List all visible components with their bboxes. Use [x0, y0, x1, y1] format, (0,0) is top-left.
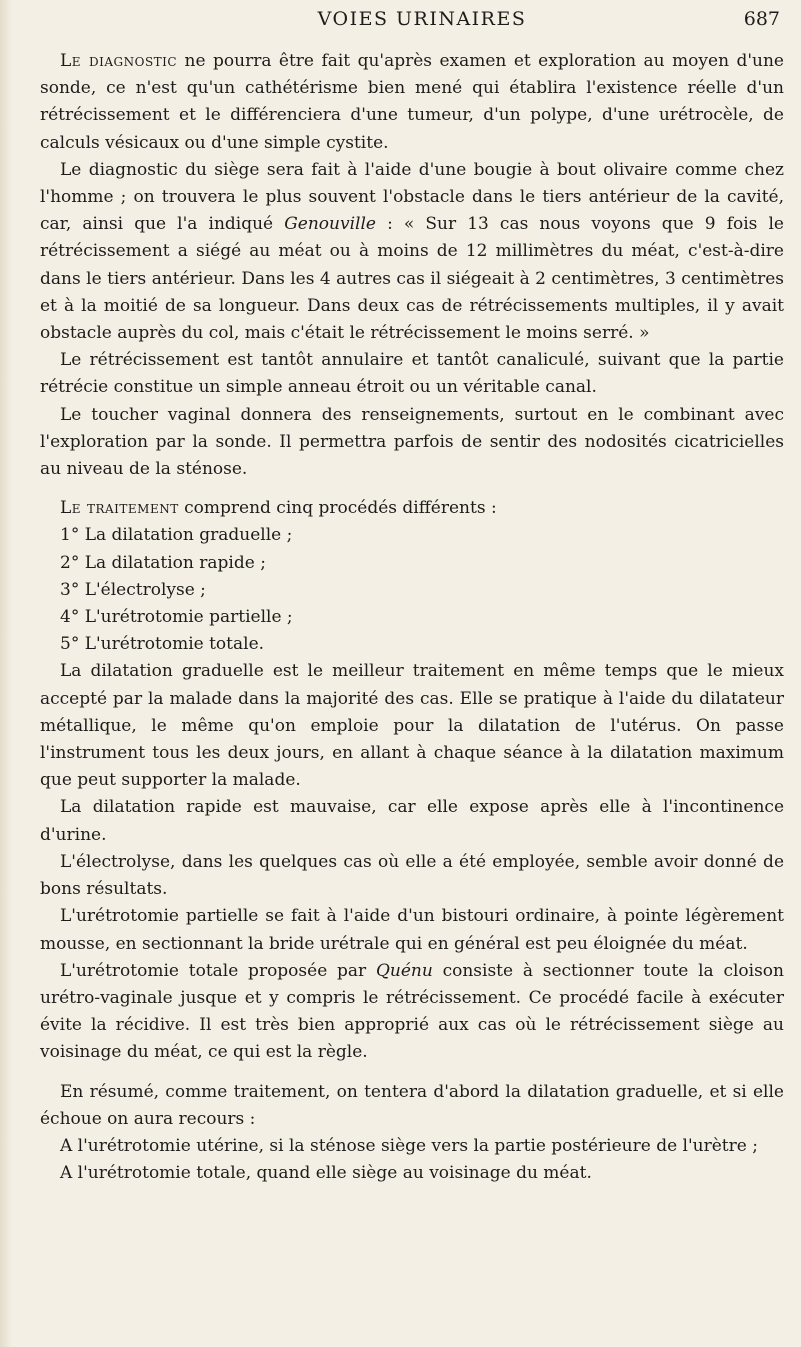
paragraph-diagnostic-siege — [40, 157, 784, 347]
paragraph-dilatation-rapide: La dilatation rapide est mauvaise, car elle expose après elle à l'incontinence d'urine. — [40, 797, 784, 845]
paragraph-dilatation-graduelle: La dilatation graduelle est le meilleur traitement en même temps que le mieux accepté par la malade dans la majorité des cas. Elle se pratique à l'aide du dilatateur métallique, le même qu'on emploie pour la dilatation de l'utérus. On passe l'instrument tous les deux jours, en allant à chaque séance à la dilatation maximum que peut supporter la malade. — [40, 661, 784, 791]
paragraph-resume-totale: A l'urétrotomie totale, quand elle siège au voisinage du méat. — [60, 1163, 592, 1184]
paragraph-diagnostic — [40, 48, 784, 157]
paragraph-resume-uterine: A l'urétrotomie utérine, si la sténose siège vers la partie postérieure de l'urètre ; — [60, 1135, 758, 1156]
paragraph-traitement — [40, 495, 784, 522]
paragraph-text: ne pourra être fait qu'après examen et exploration au moyen d'une sonde, ce n'est qu'un cathétérisme bien mené qui établira l'existence réelle d'un rétrécissement et le différenciera d'une tumeur, d'un polype, d'une urétrocèle, de calculs vésicaux ou d'une simple cystite. — [40, 51, 784, 153]
paragraph-uretrotomie-totale — [40, 958, 784, 1067]
list-item: 5° L'urétrotomie totale. — [60, 634, 265, 655]
paragraph-uretrotomie-partielle: L'urétrotomie partielle se fait à l'aide d'un bistouri ordinaire, à pointe légèrement mousse, en sectionnant la bride urétrale qui en général est peu éloignée du méat. — [40, 906, 784, 954]
paragraph-text: L'urétrotomie totale proposée par — [60, 960, 376, 981]
list-item: 4° L'urétrotomie partielle ; — [60, 607, 293, 628]
paragraph-text: Le diagnostic du siège sera fait à l'aide d'une bougie à bout olivaire comme chez l'homme ; on trouvera le plus souvent l'obstacle dans le tiers antérieur de la cavité, car, ainsi que l'a indiqué — [40, 159, 784, 235]
paragraph-toucher-vaginal: Le toucher vaginal donnera des renseignements, surtout en le combinant avec l'exploration par la sonde. Il permettra parfois de sentir des nodosités cicatricielles au niveau de la sténose. — [40, 404, 784, 480]
paragraph-text: comprend cinq procédés différents : — [178, 498, 497, 519]
book-page — [40, 8, 784, 1187]
paragraph-text: consiste à sectionner toute la cloison urétro-vaginale jusque et y compris le rétrécissement. Ce procédé facile à exécuter évite la récidive. Il est très bien approprié aux cas où le rétrécissement siège au voisinage du méat, ce qui est la règle. — [40, 960, 784, 1063]
page-header — [40, 8, 784, 48]
page-edge-shadow — [0, 0, 12, 1347]
page-number: 687 — [743, 8, 780, 30]
author-name: Quénu — [375, 960, 433, 981]
running-title: VOIES URINAIRES — [317, 8, 527, 30]
paragraph-retrecissement-forme: Le rétrécissement est tantôt annulaire et tantôt canaliculé, suivant que la partie rétrécie constitue un simple anneau étroit ou un véritable canal. — [40, 350, 784, 398]
paragraph-electrolyse: L'électrolyse, dans les quelques cas où elle a été employée, semble avoir donné de bons résultats. — [40, 851, 784, 900]
section-lead-diagnostic: Le diagnostic — [60, 51, 178, 71]
paragraph-text: : « Sur 13 cas nous voyons que 9 fois le rétrécissement a siégé au méat ou à moins de 12 millimètres du méat, c'est-à-dire dans le tiers antérieur. Dans les 4 autres cas il siégeait à 2 centimètres, 3 centimètres et à la moitié de sa longueur. Dans deux cas de rétrécissements multiples, il y avait obstacle auprès du col, mais c'était le rétrécissement le moins serré. » — [40, 214, 784, 344]
list-item: 2° La dilatation rapide ; — [60, 552, 266, 573]
treatment-list — [40, 522, 784, 658]
author-name: Genouville — [284, 214, 376, 235]
list-item: 1° La dilatation graduelle ; — [60, 525, 293, 546]
list-item: 3° L'électrolyse ; — [60, 579, 206, 600]
section-lead-traitement: Le traitement — [60, 498, 179, 519]
paragraph-resume: En résumé, comme traitement, on tentera d'abord la dilatation graduelle, et si elle échoue on aura recours : — [40, 1081, 784, 1129]
